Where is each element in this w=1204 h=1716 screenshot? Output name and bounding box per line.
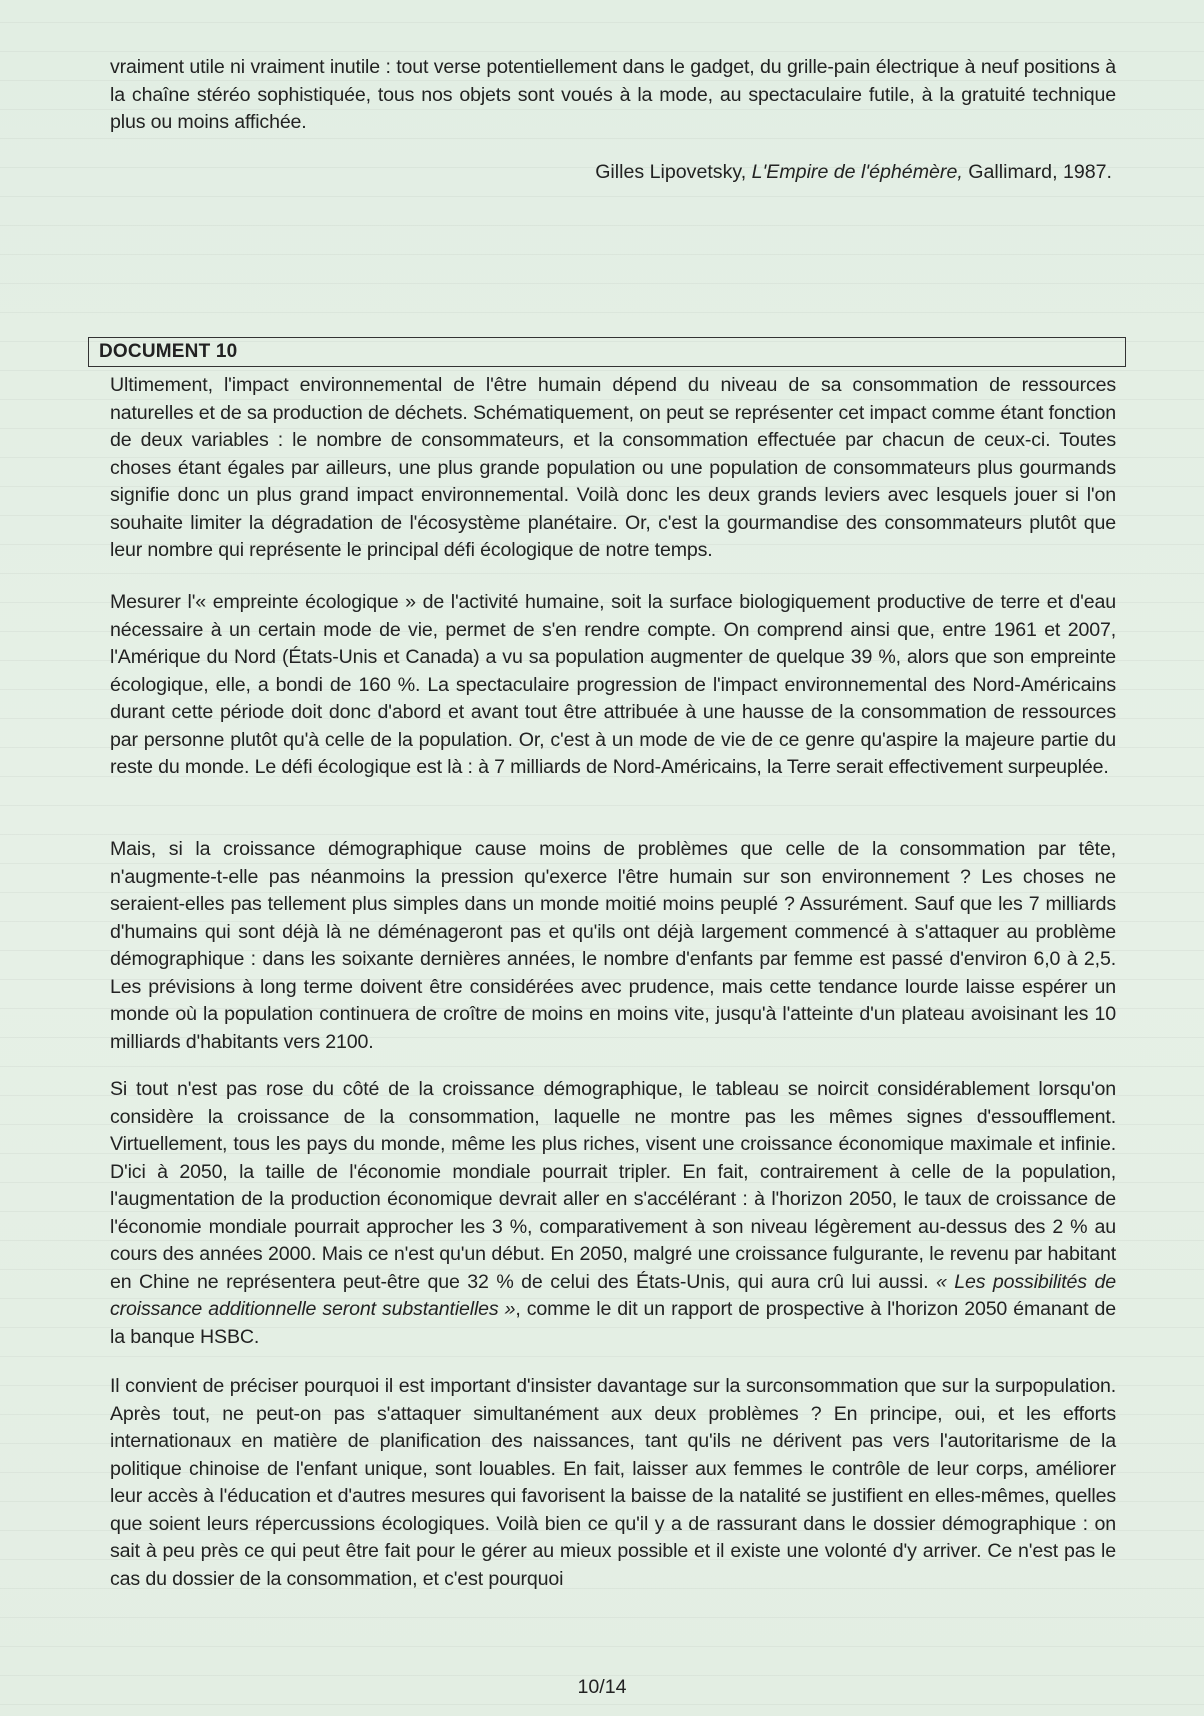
paragraph-2: Mesurer l'« empreinte écologique » de l'activité humaine, soit la surface biologiquement productive de terre et d'eau nécessaire à un certain mode de vie, permet de s'en rendre compte. On comprend ainsi que, entre 1961 et 2007, l'Amérique du Nord (États-Unis et Canada) a vu sa population augmenter de quelque 39 %, alors que son empreinte écologique, elle, a bondi de 160 %. La spectaculaire progression de l'impact environnemental des Nord-Américains durant cette période doit donc d'abord et avant tout être attribuée à une hausse de la consommation de ressources par personne plutôt qu'à celle de la population. Or, c'est à un mode de vie de ce genre qu'aspire la majeure partie du reste du monde. Le défi écologique est là : à 7 milliards de Nord-Américains, la Terre serait effectivement surpeuplée.	[110, 591, 1116, 778]
previous-document-paragraph: vraiment utile ni vraiment inutile : tout verse potentiellement dans le gadget, du grille-pain électrique à neuf positions à la chaîne stéréo sophistiquée, tous nos objets sont voués à la mode, au spectaculaire futile, à la gratuité technique plus ou moins affichée.	[110, 56, 1116, 133]
document-title: DOCUMENT 10	[99, 341, 238, 362]
document-header-box	[88, 337, 1126, 367]
paragraph-4-tail: , comme le dit un rapport de prospective à l'horizon 2050 émanant de la banque HSBC.	[110, 1298, 1116, 1348]
citation	[595, 159, 1112, 187]
page-number: 10/14	[577, 1676, 627, 1698]
paragraph-5: Il convient de préciser pourquoi il est important d'insister davantage sur la surconsommation que sur la surpopulation. Après tout, ne peut-on pas s'attaquer simultanément aux deux problèmes ? En principe, oui, et les efforts internationaux en matière de planification des naissances, tant qu'ils ne dérivent pas vers l'autoritarisme de la politique chinoise de l'enfant unique, sont louables. En fait, laisser aux femmes le contrôle de leur corps, améliorer leur accès à l'éducation et d'autres mesures qui favorisent la baisse de la natalité se justifient en elles-mêmes, quelles que soient leurs répercussions écologiques. Voilà bien ce qu'il y a de rassurant dans le dossier démographique : on sait à peu près ce qui peut être fait pour le gérer au mieux possible et il existe une volonté d'y arriver. Ce n'est pas le cas du dossier de la consommation, et c'est pourquoi	[110, 1375, 1116, 1590]
citation-author: Gilles Lipovetsky,	[595, 161, 752, 183]
paragraph-4-text: Si tout n'est pas rose du côté de la croissance démographique, le tableau se noircit considérablement lorsqu'on considère la croissance de la consommation, laquelle ne montre pas les mêmes signes d'essoufflement. Virtuellement, tous les pays du monde, même les plus riches, visent une croissance économique maximale et infinie. D'ici à 2050, la taille de l'économie mondiale pourrait tripler. En fait, contrairement à celle de la population, l'augmentation de la production économique devrait aller en s'accélérant : à l'horizon 2050, le taux de croissance de l'économie mondiale pourrait approcher les 3 %, comparativement à son niveau légèrement au-dessus des 2 % au cours des années 2000. Mais ce n'est qu'un début. En 2050, malgré une croissance fulgurante, le revenu par habitant en Chine ne représentera peut-être que 32 % de celui des États-Unis, qui aura crû lui aussi.	[110, 1078, 1116, 1293]
paragraph-4	[110, 1076, 1116, 1351]
paragraph-4-quote: « Les possibilités de croissance additionnelle seront substantielles »	[110, 1270, 1116, 1320]
paragraph-1: Ultimement, l'impact environnemental de l'être humain dépend du niveau de sa consommation de ressources naturelles et de sa production de déchets. Schématiquement, on peut se représenter cet impact comme étant fonction de deux variables : le nombre de consommateurs, et la consommation effectuée par chacun de ceux-ci. Toutes choses étant égales par ailleurs, une plus grande population ou une population de consommateurs plus gourmands signifie donc un plus grand impact environnemental. Voilà donc les deux grands leviers avec lesquels jouer si l'on souhaite limiter la dégradation de l'écosystème planétaire. Or, c'est la gourmandise des consommateurs plutôt que leur nombre qui représente le principal défi écologique de notre temps.	[110, 374, 1116, 561]
citation-publisher: Gallimard, 1987.	[962, 161, 1112, 183]
paragraph-3: Mais, si la croissance démographique cause moins de problèmes que celle de la consommation par tête, n'augmente-t-elle pas néanmoins la pression qu'exerce l'être humain sur son environnement ? Les choses ne seraient-elles pas tellement plus simples dans un monde moitié moins peuplé ? Assurément. Sauf que les 7 milliards d'humains qui sont déjà là ne déménageront pas et qu'ils ont déjà largement commencé à s'attaquer au problème démographique : dans les soixante dernières années, le nombre d'enfants par femme est passé d'environ 6,0 à 2,5. Les prévisions à long terme doivent être considérées avec prudence, mais cette tendance lourde laisse espérer un monde où la population continuera de croître de moins en moins vite, jusqu'à l'atteinte d'un plateau avoisinant les 10 milliards d'habitants vers 2100.	[110, 838, 1116, 1053]
citation-title: L'Empire de l'éphémère,	[751, 161, 963, 183]
